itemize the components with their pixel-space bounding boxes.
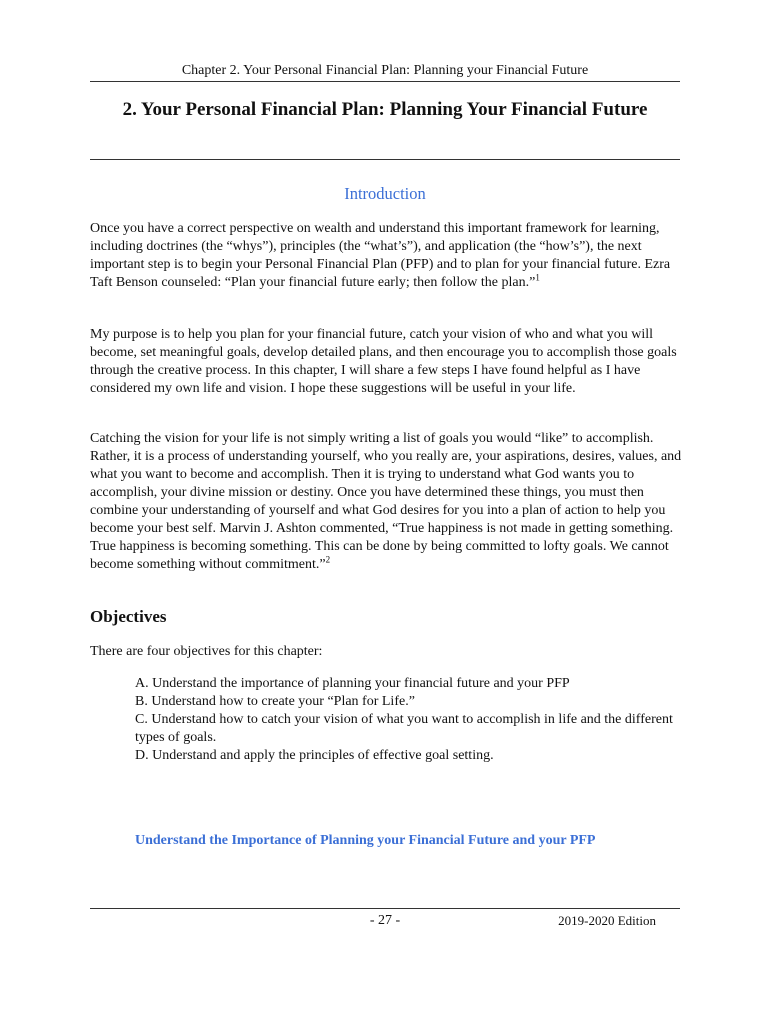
objective-item-a: A. Understand the importance of planning your financial future and your PFP (135, 676, 570, 691)
intro-paragraph-1 (90, 220, 682, 292)
edition-label: 2019-2020 Edition (558, 913, 656, 928)
next-section-heading: Understand the Importance of Planning your Financial Future and your PFP (135, 833, 596, 848)
intro-paragraph-3-text: Catching the vision for your life is not simply writing a list of goals you would “like” to accomplish. Rather, it is a process of understanding yourself, who you really are, your aspirations, desires, values, and what you want to become and accomplish. Then it is trying to understand what God wants you to accomplish, your divine mission or destiny. Once you have determined these things, you must then combine your understanding of yourself and what God desires for you into a plan of action to help you become your best self. Marvin J. Ashton commented, “True happiness is not made in getting something. True happiness is becoming something. This can be done by being committed to lofty goals. We cannot become something without commitment.” (90, 431, 682, 572)
page-number: - 27 - (369, 913, 401, 928)
objective-item-c: C. Understand how to catch your vision of what you want to accomplish in life and the different types of goals. (135, 712, 673, 745)
objectives-list (135, 675, 685, 765)
intro-paragraph-3 (90, 430, 682, 574)
objectives-intro: There are four objectives for this chapter: (90, 644, 323, 659)
header-divider (90, 81, 680, 82)
intro-paragraph-1-text: Once you have a correct perspective on wealth and understand this important framework for learning, including doctrines (the “whys”), principles (the “what’s”), and application (the “how’s”), the next important step is to begin your Personal Financial Plan (PFP) and to plan for your financial future. Ezra Taft Benson counseled: “Plan your financial future early; then follow the plan.” (90, 221, 671, 290)
intro-paragraph-2: My purpose is to help you plan for your financial future, catch your vision of who and what you will become, set meaningful goals, develop detailed plans, and then encourage you to accomplish those goals through the creative process. In this chapter, I will share a few steps I have found helpful as I have considered my own life and vision. I hope these suggestions will be useful in your life. (90, 327, 677, 396)
running-header: Chapter 2. Your Personal Financial Plan: Planning your Financial Future (181, 63, 589, 78)
title-divider (90, 159, 680, 160)
chapter-title: 2. Your Personal Financial Plan: Planning Your Financial Future (122, 99, 648, 120)
objectives-heading: Objectives (90, 607, 167, 626)
footnote-ref-1: 1 (535, 272, 540, 283)
objective-item-b: B. Understand how to create your “Plan for Life.” (135, 694, 415, 709)
objective-item-d: D. Understand and apply the principles of effective goal setting. (135, 748, 494, 763)
introduction-heading: Introduction (344, 184, 426, 203)
footer-divider (90, 908, 680, 909)
footnote-ref-2: 2 (325, 554, 331, 565)
